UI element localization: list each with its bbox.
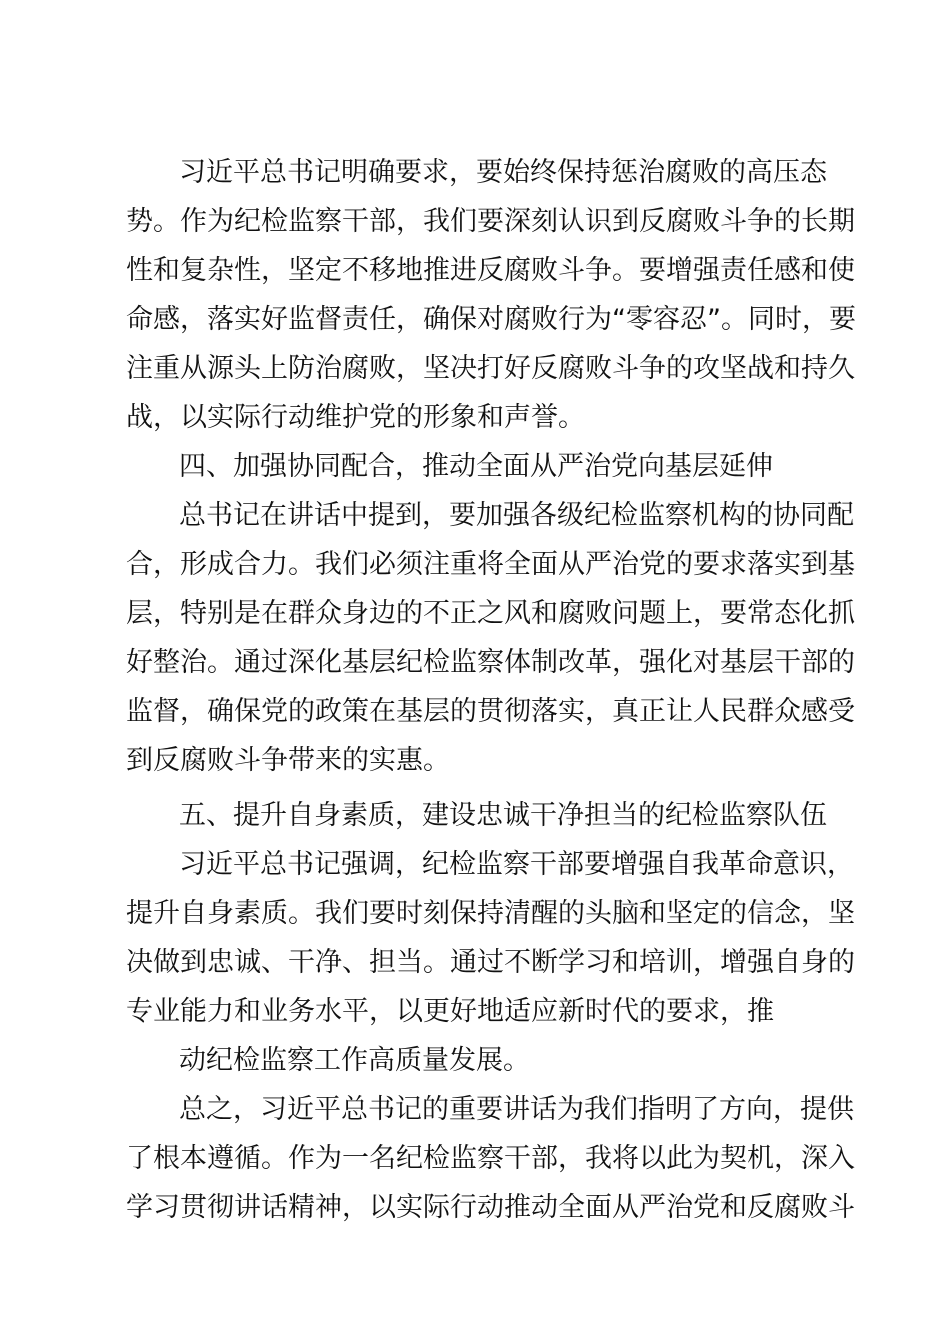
paragraph-line: 专业能力和业务水平，以更好地适应新时代的要求，推 [126,996,774,1027]
paragraph-line: 性和复杂性，坚定不移地推进反腐败斗争。要增强责任感和使 [126,255,855,286]
paragraph-self-improvement [126,840,855,1036]
paragraph-line: 提升自身素质。我们要时刻保持清醒的头脑和坚定的信念，坚 [126,898,855,929]
paragraph-line: 好整治。通过深化基层纪检监察体制改革，强化对基层干部的 [126,647,855,678]
paragraph-line: 总书记在讲话中提到，要加强各级纪检监察机构的协同配 [179,500,854,531]
section-heading-5: 五、提升自身素质，建设忠诚干净担当的纪检监察队伍 [179,800,827,831]
paragraph-line: 势。作为纪检监察干部，我们要深刻认识到反腐败斗争的长期 [126,206,855,237]
paragraph-line: 合，形成合力。我们必须注重将全面从严治党的要求落实到基 [126,549,855,580]
paragraph-conclusion [126,1085,855,1232]
paragraph-line: 动纪检监察工作高质量发展。 [179,1045,530,1076]
paragraph-high-quality-development [126,1036,826,1085]
paragraph-line: 注重从源头上防治腐败，坚决打好反腐败斗争的攻坚战和持久 [126,353,855,384]
section-heading-4: 四、加强协同配合，推动全面从严治党向基层延伸 [179,451,773,482]
paragraph-line: 了根本遵循。作为一名纪检监察干部，我将以此为契机，深入 [126,1143,855,1174]
paragraph-discipline-high-pressure [126,148,856,442]
paragraph-line: 学习贯彻讲话精神，以实际行动推动全面从严治党和反腐败斗 [126,1192,855,1223]
paragraph-line: 到反腐败斗争带来的实惠。 [126,745,450,776]
paragraph-line: 监督，确保党的政策在基层的贯彻落实，真正让人民群众感受 [126,696,855,727]
paragraph-line: 总之，习近平总书记的重要讲话为我们指明了方向，提供 [179,1094,854,1125]
paragraph-line: 层，特别是在群众身边的不正之风和腐败问题上，要常态化抓 [126,598,855,629]
paragraph-line: 战，以实际行动维护党的形象和声誉。 [126,402,585,433]
document-body [126,148,856,1232]
paragraph-line: 命感，落实好监督责任，确保对腐败行为“零容忍”。同时，要 [126,304,856,335]
paragraph-coordination [126,491,855,785]
paragraph-line: 习近平总书记强调，纪检监察干部要增强自我革命意识， [179,849,854,880]
paragraph-line: 习近平总书记明确要求，要始终保持惩治腐败的高压态 [179,157,827,188]
paragraph-line: 决做到忠诚、干净、担当。通过不断学习和培训，增强自身的 [126,947,855,978]
